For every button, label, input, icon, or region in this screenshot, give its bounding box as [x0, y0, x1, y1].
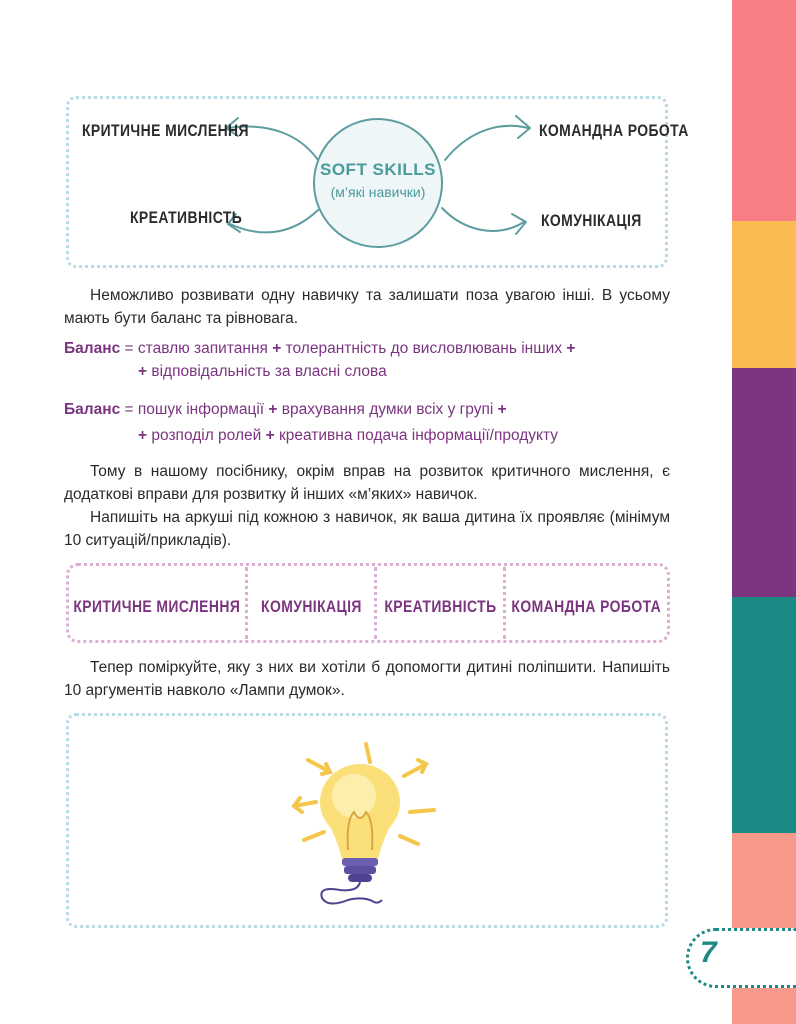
balance-2-item-4: креативна подача інформації/продукту	[278, 427, 559, 444]
soft-skills-title: SOFT SKILLS	[320, 160, 436, 179]
balance-2-item-3: розподіл ролей	[151, 427, 262, 444]
plus-sign: +	[497, 401, 507, 418]
plus-sign: +	[138, 363, 148, 380]
arrow-bottom-left	[230, 210, 318, 232]
skills-row-teamwork: КОМАНДНА РОБОТА	[511, 597, 661, 616]
balance-1-item-1: ставлю запитання	[137, 340, 268, 357]
balance-1-equals: =	[124, 340, 134, 357]
skills-row-communication: КОМУНІКАЦІЯ	[260, 597, 362, 616]
balance-1-item-3: відповідальність за власні слова	[151, 363, 387, 380]
skills-row-critical-thinking: КРИТИЧНЕ МИСЛЕННЯ	[73, 597, 241, 616]
arrow-top-right	[445, 126, 528, 160]
arrow-bottom-right	[442, 208, 524, 231]
balance-1-line-1	[64, 340, 575, 358]
skills-row-cell	[69, 575, 245, 639]
paragraph-manual: Тому в нашому посібнику, окрім вправ на розвиток критичного мислення, є додаткові вправи для розвитку й інших «м’яких» навичок.	[64, 463, 670, 503]
balance-1-item-2: толерантність до висловлювань інших	[285, 340, 563, 357]
skill-critical-thinking-label: КРИТИЧНЕ МИСЛЕННЯ	[82, 121, 249, 140]
soft-skills-circle	[313, 118, 443, 248]
skill-creativity-label: КРЕАТИВНІСТЬ	[130, 208, 243, 227]
skill-teamwork-label: КОМАНДНА РОБОТА	[539, 121, 689, 140]
paragraph-instruction: Напишіть на аркуші під кожною з навичок, як ваша дитина їх проявляє (мінімум 10 ситуацій/прикладів).	[64, 509, 670, 549]
plus-sign: +	[268, 401, 278, 418]
skills-row-cell	[377, 575, 503, 639]
balance-2-equals: =	[124, 401, 134, 418]
lightbulb-icon	[278, 740, 448, 910]
balance-2-item-1: пошук інформації	[137, 401, 265, 418]
page-number: 7	[700, 936, 718, 969]
skills-row-creativity: КРЕАТИВНІСТЬ	[383, 597, 497, 616]
side-tab-purple	[732, 368, 796, 597]
skills-row-cell	[248, 575, 374, 639]
balance-2-line-2	[138, 427, 558, 445]
plus-sign: +	[138, 427, 148, 444]
balance-1-line-2	[138, 363, 387, 381]
skill-communication-label: КОМУНІКАЦІЯ	[541, 211, 642, 230]
skills-row-cell	[506, 575, 666, 639]
balance-1-word: Баланс	[64, 340, 121, 357]
plus-sign: +	[272, 340, 282, 357]
plus-sign: +	[566, 340, 576, 357]
side-tab-teal	[732, 597, 796, 833]
plus-sign: +	[265, 427, 275, 444]
balance-2-word: Баланс	[64, 401, 121, 418]
paragraph-lamp-instruction: Тепер поміркуйте, яку з них ви хотіли б допомогти дитині поліпшити. Напишіть 10 аргументів навколо «Лампи думок».	[64, 659, 670, 699]
intro-paragraph: Неможливо розвивати одну навичку та залишати поза увагою інші. В усьому мають бути баланс та рівновага.	[64, 287, 670, 327]
balance-2-line-1	[64, 401, 507, 419]
balance-2-item-2: врахування думки всіх у групі	[281, 401, 494, 418]
soft-skills-subtitle: (м’які навички)	[330, 184, 426, 200]
